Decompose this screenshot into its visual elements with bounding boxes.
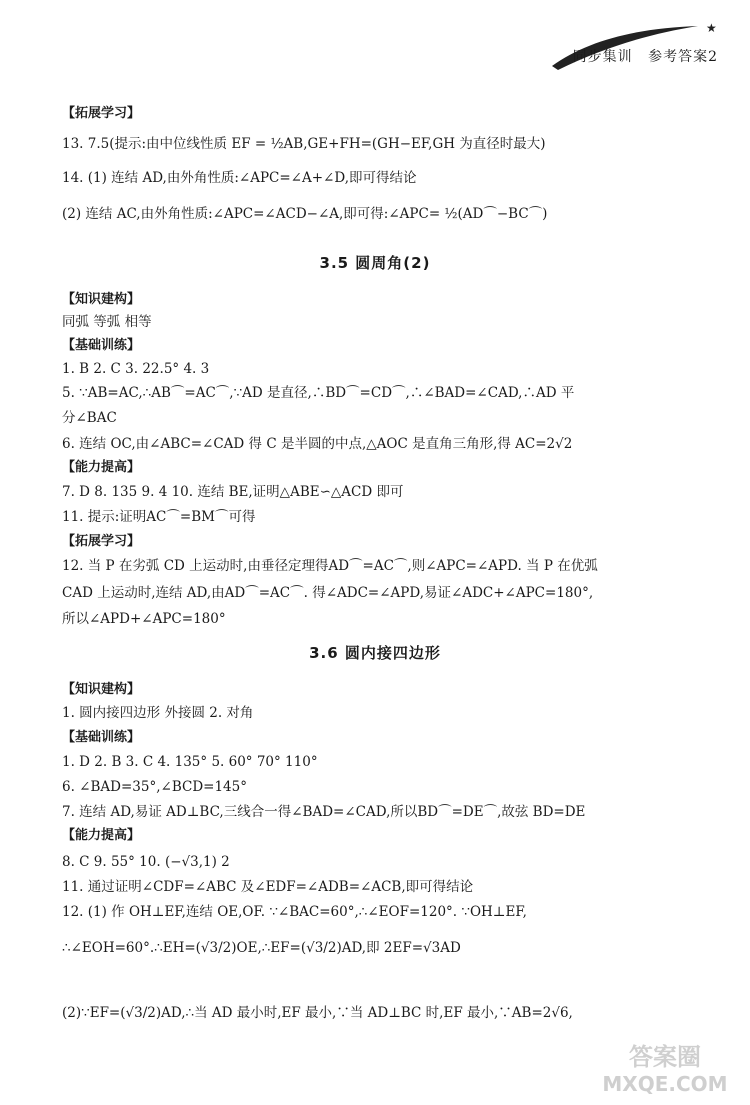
answer-line: ∴∠EOH=60°.∴EH=(√3/2)OE,∴EF=(√3/2)AD,即 2EF=√3AD bbox=[62, 940, 461, 956]
section-heading: 【能力提高】 bbox=[62, 828, 141, 843]
section-heading: 【能力提高】 bbox=[62, 460, 141, 475]
section-title: 3.5 圆周角(2) bbox=[319, 254, 431, 272]
answer-line: 5. ∵AB=AC,∴AB⌒=AC⌒,∵AD 是直径,∴BD⌒=CD⌒,∴∠BAD=∠CAD,∴AD 平 bbox=[62, 385, 575, 401]
section-heading: 【拓展学习】 bbox=[62, 106, 141, 121]
section-heading: 【基础训练】 bbox=[62, 338, 141, 353]
watermark-logo bbox=[590, 1037, 740, 1097]
page-header bbox=[563, 46, 718, 66]
answer-line: 同弧 等弧 相等 bbox=[62, 314, 152, 330]
answer-line: (2)∵EF=(√3/2)AD,∴当 AD 最小时,EF 最小,∵当 AD⊥BC 时,EF 最小,∵AB=2√6, bbox=[62, 1005, 573, 1021]
answer-line: 7. 连结 AD,易证 AD⊥BC,三线合一得∠BAD=∠CAD,所以BD⌒=DE⌒,故弦 BD=DE bbox=[62, 804, 586, 820]
answer-line: 13. 7.5(提示:由中位线性质 EF = ½AB,GE+FH=(GH−EF,GH 为直径时最大) bbox=[62, 136, 546, 152]
answer-line: 6. ∠BAD=35°,∠BCD=145° bbox=[62, 779, 247, 795]
answer-line: 所以∠APD+∠APC=180° bbox=[62, 611, 226, 627]
answer-line: 1. B 2. C 3. 22.5° 4. 3 bbox=[62, 361, 210, 377]
section-heading: 【知识建构】 bbox=[62, 682, 141, 697]
answer-line: 11. 通过证明∠CDF=∠ABC 及∠EDF=∠ADB=∠ACB,即可得结论 bbox=[62, 879, 474, 895]
watermark-top: 答案圈 bbox=[629, 1043, 701, 1071]
svg-text:★: ★ bbox=[706, 21, 717, 35]
answer-line: 14. (1) 连结 AD,由外角性质:∠APC=∠A+∠D,即可得结论 bbox=[62, 170, 417, 186]
answer-line: 1. 圆内接四边形 外接圆 2. 对角 bbox=[62, 705, 254, 721]
section-heading: 【基础训练】 bbox=[62, 730, 141, 745]
section-title: 3.6 圆内接四边形 bbox=[309, 644, 441, 662]
watermark-bottom: MXQE.COM bbox=[602, 1072, 728, 1096]
answer-line: 分∠BAC bbox=[62, 410, 117, 426]
answer-line: 11. 提示:证明AC⌒=BM⌒可得 bbox=[62, 509, 256, 525]
answer-line: 6. 连结 OC,由∠ABC=∠CAD 得 C 是半圆的中点,△AOC 是直角三角形,得 AC=2√2 bbox=[62, 436, 573, 452]
answer-line: 12. (1) 作 OH⊥EF,连结 OE,OF. ∵∠BAC=60°,∴∠EOF=120°. ∵OH⊥EF, bbox=[62, 904, 527, 920]
header-right: 参考答案2 bbox=[648, 49, 718, 65]
section-heading: 【拓展学习】 bbox=[62, 534, 141, 549]
section-heading: 【知识建构】 bbox=[62, 292, 141, 307]
header-left: 同步集训 bbox=[572, 49, 633, 65]
answer-line: 8. C 9. 55° 10. (−√3,1) 2 bbox=[62, 854, 230, 870]
answer-line: CAD 上运动时,连结 AD,由AD⌒=AC⌒. 得∠ADC=∠APD,易证∠ADC+∠APC=180°, bbox=[62, 585, 594, 601]
answer-line: 12. 当 P 在劣弧 CD 上运动时,由垂径定理得AD⌒=AC⌒,则∠APC=∠APD. 当 P 在优弧 bbox=[62, 558, 598, 574]
answer-line: (2) 连结 AC,由外角性质:∠APC=∠ACD−∠A,即可得:∠APC= ½(AD⌒−BC⌒) bbox=[62, 206, 548, 222]
answer-line: 7. D 8. 135 9. 4 10. 连结 BE,证明△ABE∽△ACD 即可 bbox=[62, 484, 404, 500]
answer-line: 1. D 2. B 3. C 4. 135° 5. 60° 70° 110° bbox=[62, 754, 318, 770]
